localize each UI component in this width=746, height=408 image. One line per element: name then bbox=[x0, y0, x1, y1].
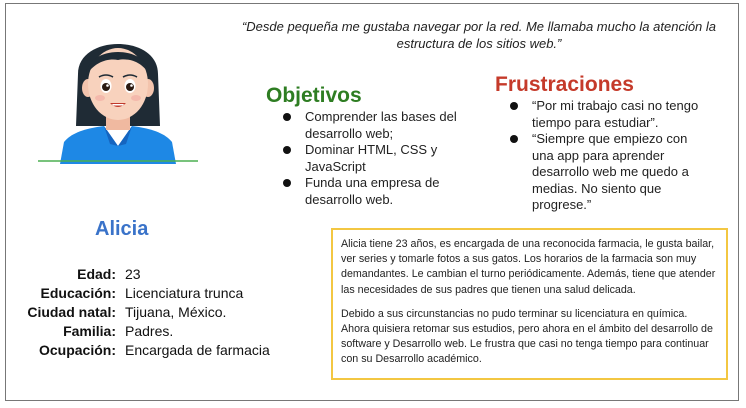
list-item: Funda una empresa de desarrollo web. bbox=[280, 175, 465, 208]
fact-label: Familia: bbox=[63, 322, 116, 339]
fact-label: Ciudad natal: bbox=[27, 303, 116, 320]
fact-family bbox=[12, 321, 270, 340]
fact-value: Encargada de farmacia bbox=[125, 341, 270, 358]
list-item: “Por mi trabajo casi no tengo tiempo para estudiar”. bbox=[507, 98, 712, 131]
bio-paragraph: Alicia tiene 23 años, es encargada de una reconocida farmacia, le gusta bailar, ver series y tomarle fotos a sus gatos. Los horarios de la farmacia son muy demandantes. Le cambian el turno periódicamente. Además, tiene que atender las necesidades de sus padres que tienen una salud delicada. bbox=[341, 238, 716, 296]
fact-label: Ocupación: bbox=[38, 341, 116, 358]
list-item: “Siempre que empiezo con una app para aprender desarrollo web me quedo a medias. No siento que progrese.” bbox=[507, 131, 712, 214]
fact-value: Tijuana, México. bbox=[125, 303, 227, 320]
fact-hometown bbox=[12, 302, 270, 321]
fact-occupation bbox=[12, 340, 270, 359]
bio-paragraph: Debido a sus circunstancias no pudo terminar su licenciatura en química. Ahora quisiera retomar sus estudios, pero ahora en el ámbito del desarrollo de software y Desarrollo web. Le frustra que casi no tenga tiempo para continuar con su Desarrollo académico. bbox=[341, 307, 713, 366]
persona-name: Alicia bbox=[95, 218, 149, 240]
fact-education bbox=[12, 283, 270, 302]
fact-value: 23 bbox=[125, 265, 141, 282]
persona-facts bbox=[12, 264, 270, 359]
bio-box bbox=[331, 228, 728, 380]
frustrations-list bbox=[507, 98, 712, 214]
fact-value: Licenciatura trunca bbox=[125, 284, 244, 301]
fact-label: Educación: bbox=[40, 284, 116, 301]
list-item: Dominar HTML, CSS y JavaScript bbox=[280, 142, 465, 175]
objectives-title: Objetivos bbox=[266, 84, 362, 107]
fact-label: Edad: bbox=[77, 265, 116, 282]
fact-value: Padres. bbox=[125, 322, 174, 339]
list-item: Comprender las bases del desarrollo web; bbox=[280, 109, 465, 142]
fact-age bbox=[12, 264, 270, 283]
persona-quote: “Desde pequeña me gustaba navegar por la red. Me llamaba mucho la atención la estructura de los sitios web.” bbox=[241, 19, 717, 51]
objectives-list bbox=[280, 109, 465, 208]
frustrations-title: Frustraciones bbox=[495, 73, 634, 96]
woman-avatar-icon bbox=[38, 14, 198, 164]
